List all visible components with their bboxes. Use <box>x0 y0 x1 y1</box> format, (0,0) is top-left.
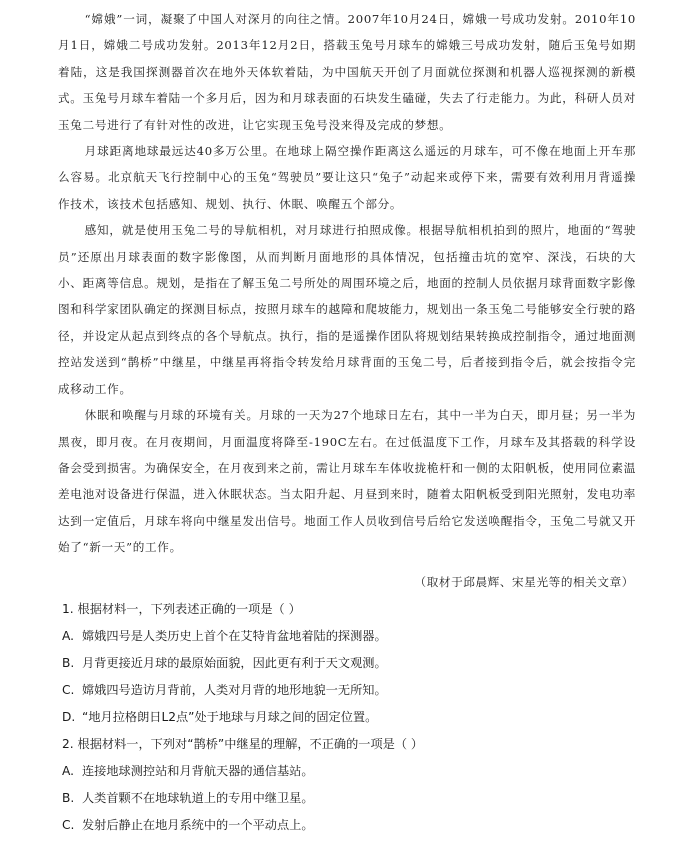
question-stem: 2. 根据材料一，下列对“鹊桥”中继星的理解，不正确的一项是（ ） <box>62 737 424 751</box>
option-letter: C. <box>62 683 75 697</box>
option-letter: C. <box>62 818 75 832</box>
option-text: 月背更接近月球的最原始面貌，因此更有利于天文观测。 <box>82 656 387 670</box>
option-letter: A. <box>62 764 74 778</box>
answer-option[interactable] <box>62 815 642 842</box>
answer-option[interactable] <box>62 707 642 734</box>
option-letter: B. <box>62 791 75 805</box>
option-text: “地月拉格朗日L2点”处于地球与月球之间的固定位置。 <box>82 710 378 724</box>
option-text: 嫦娥四号造访月背前，人类对月背的地形地貌一无所知。 <box>82 683 387 697</box>
article-paragraph: 感知，就是使用玉兔二号的导航相机，对月球进行拍照成像。根据导航相机拍到的照片，地面的“驾驶员”还原出月球表面的数字影像图，从而判断月面地形的具体情况，包括撞击坑的宽窄、深浅，石块的大小、距离等信息。规划，是指在了解玉兔二号所处的周围环境之后，地面的控制人员依据月球背面数字影像图和科学家团队确定的探测目标点，按照月球车的越障和爬坡能力，规划出一条玉兔二号能够安全行驶的路径，并设定从起点到终点的各个导航点。执行，指的是遥操作团队将规划结果转换成控制指令，通过地面测控站发送到“鹊桥”中继星，中继星再将指令转发给月球背面的玉兔二号，后者接到指令后，就会按指令完成移动工作。 <box>58 223 636 396</box>
article-body <box>58 6 636 561</box>
answer-option[interactable] <box>62 653 642 680</box>
question-block <box>62 734 642 842</box>
answer-option[interactable] <box>62 788 642 815</box>
option-text: 嫦娥四号是人类历史上首个在艾特肯盆地着陆的探测器。 <box>82 629 387 643</box>
answer-option[interactable] <box>62 626 642 653</box>
question-stem: 1. 根据材料一，下列表述正确的一项是（ ） <box>62 602 301 616</box>
option-text: 连接地球测控站和月背航天器的通信基站。 <box>82 764 314 778</box>
option-letter: A. <box>62 629 74 643</box>
source-citation: （取材于邱晨辉、宋星光等的相关文章） <box>414 575 634 589</box>
question-block <box>62 599 642 734</box>
article-paragraph: 休眠和唤醒与月球的环境有关。月球的一天为27个地球日左右，其中一半为白天，即月昼；另一半为黑夜，即月夜。在月夜期间，月面温度将降至-190C左右。在过低温度下工作，月球车及其搭载的科学设备会受到损害。为确保安全，在月夜到来之前，需让月球车车体收拢桅杆和一侧的太阳帆板，使用同位素温差电池对设备进行保温，进入休眠状态。当太阳升起、月昼到来时，随着太阳帆板受到阳光照射，发电功率达到一定值后，月球车将向中继星发出信号。地面工作人员收到信号后给它发送唤醒指令，玉兔二号就又开始了“新一天”的工作。 <box>58 408 636 555</box>
article-paragraph: “嫦娥”一词，凝聚了中国人对深月的向往之情。2007年10月24日，嫦娥一号成功发射。2010年10月1日，嫦娥二号成功发射。2013年12月2日，搭载玉兔号月球车的嫦娥三号成功发射，随后玉兔号如期着陆，这是我国探测器首次在地外天体软着陆，为中国航天开创了月面就位探测和机器人巡视探测的新模式。玉兔号月球车着陆一个多月后，因为和月球表面的石块发生磕碰，失去了行走能力。为此，科研人员对玉兔二号进行了有针对性的改进，让它实现玉兔号没来得及完成的梦想。 <box>58 12 636 132</box>
option-text: 人类首颗不在地球轨道上的专用中继卫星。 <box>82 791 314 805</box>
article-paragraph: 月球距离地球最远达40多万公里。在地球上隔空操作距离这么遥远的月球车，可不像在地面上开车那么容易。北京航天飞行控制中心的玉兔“驾驶员”要让这只“兔子”动起来或停下来，需要有效利用月背遥操作技术，该技术包括感知、规划、执行、休眠、唤醒五个部分。 <box>58 144 636 211</box>
answer-option[interactable] <box>62 680 642 707</box>
option-letter: D. <box>62 710 76 724</box>
answer-option[interactable] <box>62 761 642 788</box>
question-list <box>62 599 642 842</box>
option-letter: B. <box>62 656 75 670</box>
option-text: 发射后静止在地月系统中的一个平动点上。 <box>82 818 314 832</box>
